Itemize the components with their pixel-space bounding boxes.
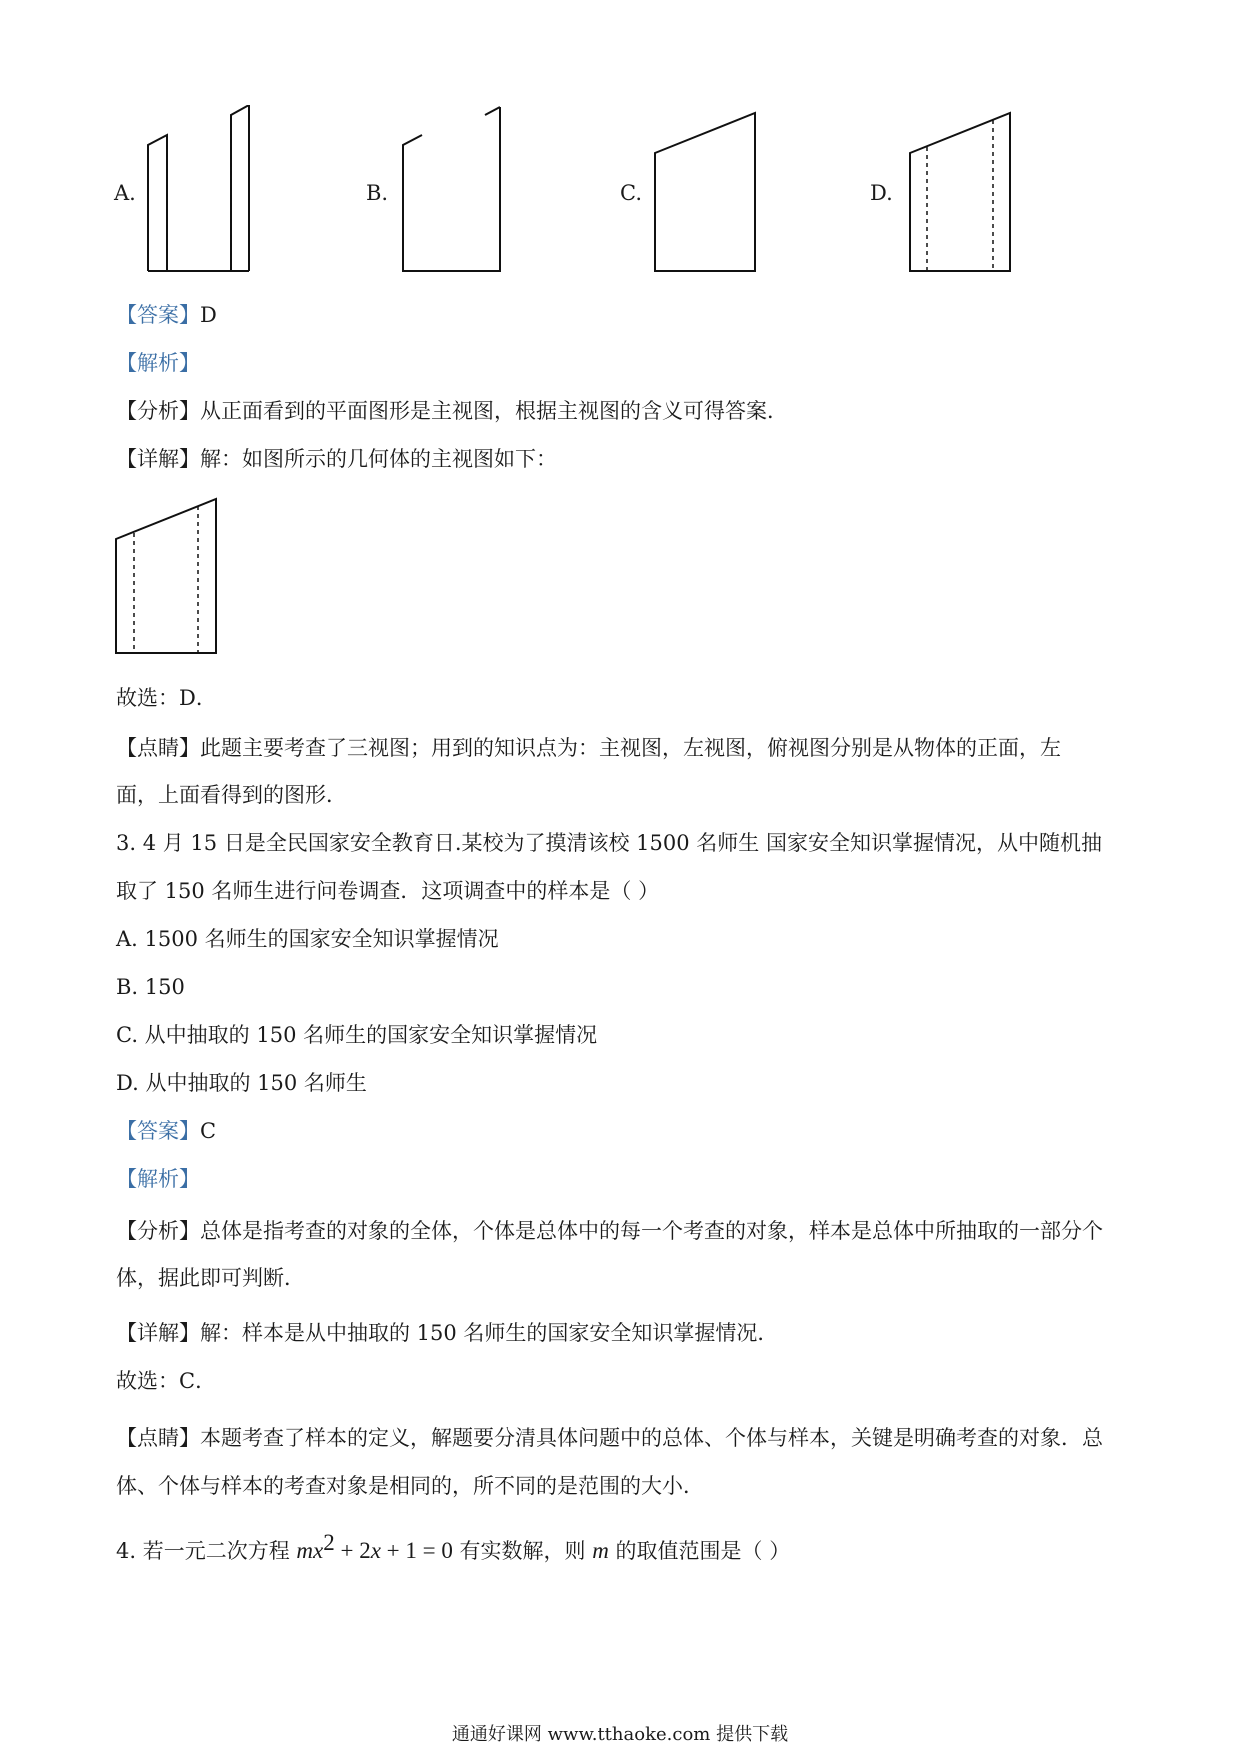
q3-option-c: C. 从中抽取的 150 名师生的国家安全知识掌握情况 bbox=[116, 1023, 598, 1047]
dianjing-text-1: 本题考查了样本的定义，解题要分清具体问题中的总体、个体与样本，关键是明确考查的对象．总 bbox=[200, 1426, 1103, 1450]
fenxi-text: 从正面看到的平面图形是主视图，根据主视图的含义可得答案． bbox=[200, 399, 788, 423]
q4-stem-post: 的取值范围是（ ） bbox=[608, 1539, 791, 1563]
q4-stem-line bbox=[116, 1528, 790, 1566]
dianjing-text-1: 此题主要考查了三视图；用到的知识点为：主视图，左视图，俯视图分别是从物体的正面，左 bbox=[200, 736, 1061, 760]
q2-fenxi-line bbox=[116, 396, 788, 426]
xiangjie-text: 解：如图所示的几何体的主视图如下： bbox=[200, 447, 557, 471]
q3-fenxi-line-1 bbox=[116, 1216, 1103, 1246]
xiangjie-tag: 【详解】 bbox=[116, 447, 200, 471]
dianjing-tag: 【点睛】 bbox=[116, 736, 200, 760]
fenxi-tag: 【分析】 bbox=[116, 399, 200, 423]
answer-value: C bbox=[200, 1119, 217, 1143]
q3-dianjing-line-1 bbox=[116, 1423, 1103, 1453]
dianjing-tag: 【点睛】 bbox=[116, 1426, 200, 1450]
q3-guxuan-line: 故选：C． bbox=[116, 1369, 217, 1393]
answer-tag: 【答案】 bbox=[116, 303, 200, 327]
analysis-tag: 【解析】 bbox=[116, 351, 200, 375]
q2-xiangjie-line bbox=[116, 444, 557, 474]
analysis-tag: 【解析】 bbox=[116, 1167, 200, 1191]
q4-eq-sup: 2 bbox=[323, 1530, 335, 1555]
page-footer: 通通好课网 www.tthaoke.com 提供下载 bbox=[451, 1724, 789, 1745]
q4-eq-mx: mx bbox=[296, 1538, 324, 1563]
front-view-figure bbox=[112, 497, 222, 657]
xiangjie-tag: 【详解】 bbox=[116, 1321, 200, 1345]
q4-eq-x: x bbox=[370, 1538, 381, 1563]
q3-answer-line bbox=[116, 1116, 216, 1146]
q3-option-d: D. 从中抽取的 150 名师生 bbox=[116, 1071, 367, 1095]
fenxi-text-1: 总体是指考查的对象的全体，个体是总体中的每一个考查的对象，样本是总体中所抽取的一部分个 bbox=[200, 1219, 1103, 1243]
option-c-figure bbox=[650, 105, 760, 275]
answer-tag: 【答案】 bbox=[116, 1119, 200, 1143]
option-d-label: D. bbox=[870, 181, 893, 205]
q4-stem-pre: 4. 若一元二次方程 bbox=[116, 1539, 297, 1563]
q3-dianjing-line-2: 体、个体与样本的考查对象是相同的，所不同的是范围的大小． bbox=[116, 1474, 704, 1498]
q4-eq-rest: + 2 bbox=[334, 1538, 371, 1563]
option-c-label: C. bbox=[620, 181, 642, 205]
q3-stem-line-2: 取了 150 名师生进行问卷调查．这项调查中的样本是（ ） bbox=[116, 879, 660, 903]
q3-option-a: A. 1500 名师生的国家安全知识掌握情况 bbox=[116, 927, 499, 951]
option-b-figure bbox=[395, 105, 505, 275]
q2-answer-line bbox=[116, 300, 217, 330]
q4-eq-tail: + 1 = 0 bbox=[380, 1538, 453, 1563]
q3-option-b: B. 150 bbox=[116, 975, 185, 999]
q4-var-m: m bbox=[592, 1538, 609, 1563]
option-a-figure bbox=[140, 105, 250, 275]
option-d-figure bbox=[905, 105, 1015, 275]
q2-dianjing-line-1 bbox=[116, 733, 1061, 763]
q2-dianjing-line-2: 面，上面看得到的图形． bbox=[116, 783, 347, 807]
q3-analysis-heading bbox=[116, 1164, 200, 1194]
q3-xiangjie-line bbox=[116, 1318, 778, 1348]
q2-analysis-heading bbox=[116, 348, 200, 378]
q3-fenxi-line-2: 体，据此即可判断． bbox=[116, 1266, 305, 1290]
option-b-label: B. bbox=[366, 181, 389, 205]
q2-guxuan-line: 故选：D． bbox=[116, 686, 217, 710]
xiangjie-text: 解：样本是从中抽取的 150 名师生的国家安全知识掌握情况． bbox=[200, 1321, 779, 1345]
q4-stem-mid: 有实数解，则 bbox=[452, 1539, 593, 1563]
fenxi-tag: 【分析】 bbox=[116, 1219, 200, 1243]
q3-stem-line-1: 3. 4 月 15 日是全民国家安全教育日.某校为了摸清该校 1500 名师生 国家安全知识掌握情况，从中随机抽 bbox=[116, 831, 1102, 855]
answer-value: D bbox=[200, 303, 217, 327]
option-a-label: A. bbox=[114, 181, 136, 205]
